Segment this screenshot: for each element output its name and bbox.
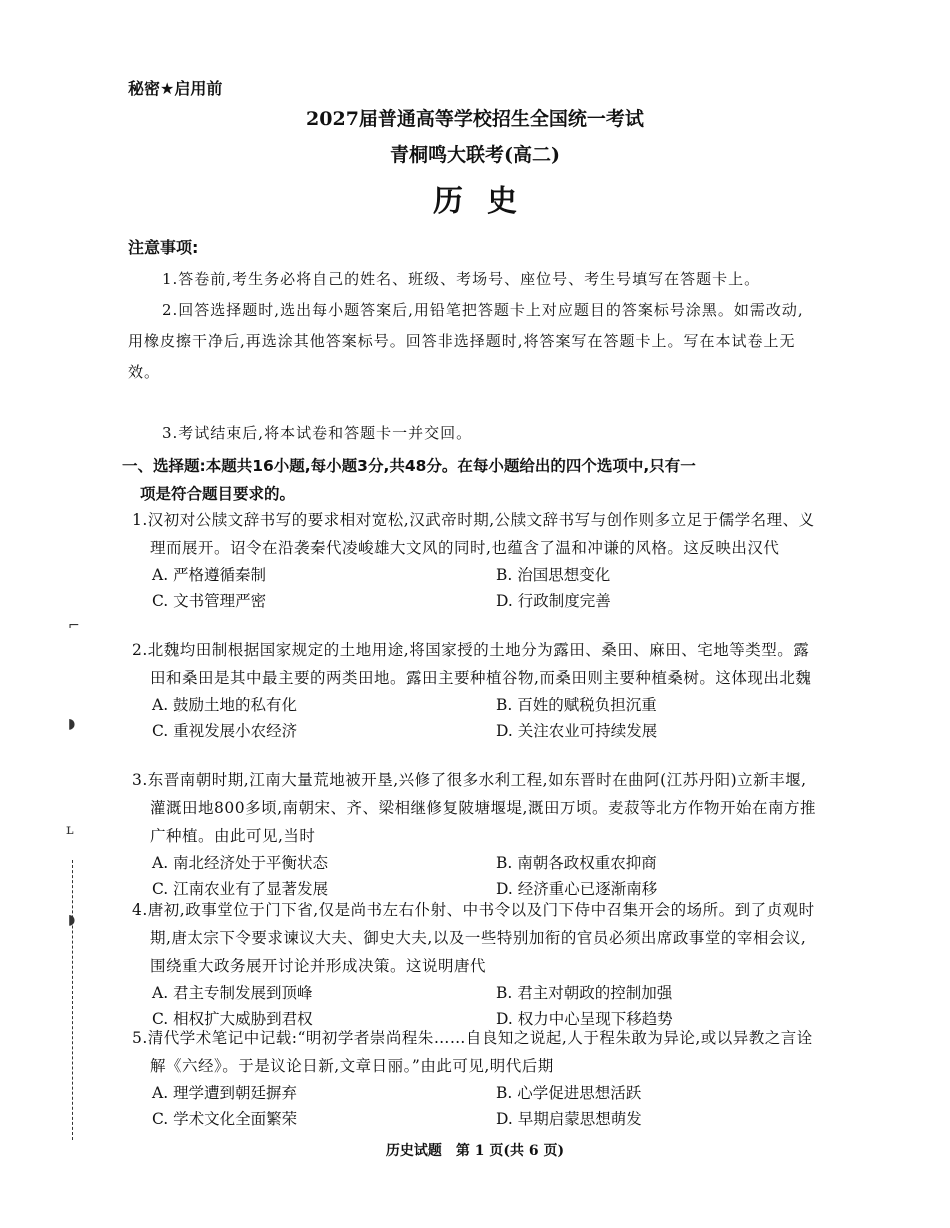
question-stem: 4.唐初,政事堂位于门下省,仅是尚书左右仆射、中书令以及门下侍中召集开会的场所。到了贞观时期,唐太宗下令要求谏议大夫、御史大夫,以及一些特别加衔的官员必须出席政事堂的宰相会议,围绕重大政务展开讨论并形成决策。这说明唐代: [132, 901, 815, 975]
question-options: [132, 1080, 822, 1132]
option-a: A. 南北经济处于平衡状态: [152, 854, 329, 872]
binding-mark: ⌐: [68, 618, 80, 634]
question-options: [132, 562, 822, 614]
option-d: D. 早期启蒙思想萌发: [496, 1110, 642, 1128]
question-options: [132, 850, 822, 902]
option-d: D. 行政制度完善: [496, 592, 611, 610]
binding-mark: ◗: [68, 716, 76, 732]
binding-mark: ʟ: [66, 822, 74, 838]
option-a: A. 君主专制发展到顶峰: [152, 984, 313, 1002]
option-a: A. 鼓励土地的私有化: [152, 696, 298, 714]
option-c: C. 江南农业有了显著发展: [152, 880, 329, 898]
option-d: D. 经济重心已逐渐南移: [496, 880, 658, 898]
question-options: [132, 692, 822, 744]
question-stem: 5.清代学术笔记中记载:“明初学者崇尚程朱……自良知之说起,人于程朱敢为异论,或以异教之言诠解《六经》。于是议论日新,文章日丽。”由此可见,明代后期: [132, 1029, 813, 1075]
option-c: C. 重视发展小农经济: [152, 722, 298, 740]
option-d: D. 权力中心呈现下移趋势: [496, 1010, 673, 1028]
question-1: [132, 506, 822, 614]
page-footer: 历史试题 第 1 页(共 6 页): [385, 1143, 565, 1159]
binding-line: [72, 860, 73, 1140]
option-c: C. 相权扩大威胁到君权: [152, 1010, 313, 1028]
section-heading-line1: 一、选择题:本题共16小题,每小题3分,共48分。在每小题给出的四个选项中,只有一: [122, 457, 696, 475]
section-heading: [122, 452, 820, 508]
notice-item-3: 3.考试结束后,将本试卷和答题卡一并交回。: [162, 424, 473, 442]
option-a: A. 理学遭到朝廷摒弃: [152, 1084, 298, 1102]
option-b: B. 南朝各政权重农抑商: [496, 854, 657, 872]
exam-subtitle: 青桐鸣大联考(高二): [390, 144, 560, 166]
notice-item-1: 1.答卷前,考生务必将自己的姓名、班级、考场号、座位号、考生号填写在答题卡上。: [162, 270, 761, 288]
question-stem: 3.东晋南朝时期,江南大量荒地被开垦,兴修了很多水利工程,如东晋时在曲阿(江苏丹阳)立新丰堰,灌溉田地800多顷,南朝宋、齐、梁相继修复陂塘堰堤,溉田万顷。麦菽等北方作物开始在南方推广种植。由此可见,当时: [132, 771, 816, 845]
notice-heading: 注意事项:: [128, 238, 199, 257]
question-5: [132, 1024, 822, 1132]
option-b: B. 百姓的赋税负担沉重: [496, 696, 657, 714]
section-heading-line2: 项是符合题目要求的。: [140, 485, 296, 503]
subject-title: 历史: [433, 184, 541, 219]
question-2: [132, 636, 822, 744]
question-4: [132, 896, 822, 1032]
question-stem: 1.汉初对公牍文辞书写的要求相对宽松,汉武帝时期,公牍文辞书写与创作则多立足于儒学名理、义理而展开。诏令在沿袭秦代凌峻雄大文风的同时,也蕴含了温和冲谦的风格。这反映出汉代: [132, 511, 815, 557]
secret-mark: 秘密★启用前: [128, 79, 223, 98]
option-b: B. 心学促进思想活跃: [496, 1084, 642, 1102]
notice-item-2: 2.回答选择题时,选出每小题答案后,用铅笔把答题卡上对应题目的答案标号涂黑。如需改动,用橡皮擦干净后,再选涂其他答案标号。回答非选择题时,将答案写在答题卡上。写在本试卷上无效。: [128, 301, 804, 381]
option-b: B. 治国思想变化: [496, 566, 611, 584]
question-3: [132, 766, 822, 902]
binding-mark: ◗: [68, 912, 76, 928]
question-stem: 2.北魏均田制根据国家规定的土地用途,将国家授的土地分为露田、桑田、麻田、宅地等类型。露田和桑田是其中最主要的两类田地。露田主要种植谷物,而桑田则主要种植桑树。这体现出北魏: [132, 641, 812, 687]
option-a: A. 严格遵循秦制: [152, 566, 267, 584]
option-d: D. 关注农业可持续发展: [496, 722, 658, 740]
exam-title: 2027届普通高等学校招生全国统一考试: [306, 108, 644, 130]
option-b: B. 君主对朝政的控制加强: [496, 984, 673, 1002]
option-c: C. 文书管理严密: [152, 592, 267, 610]
option-c: C. 学术文化全面繁荣: [152, 1110, 298, 1128]
